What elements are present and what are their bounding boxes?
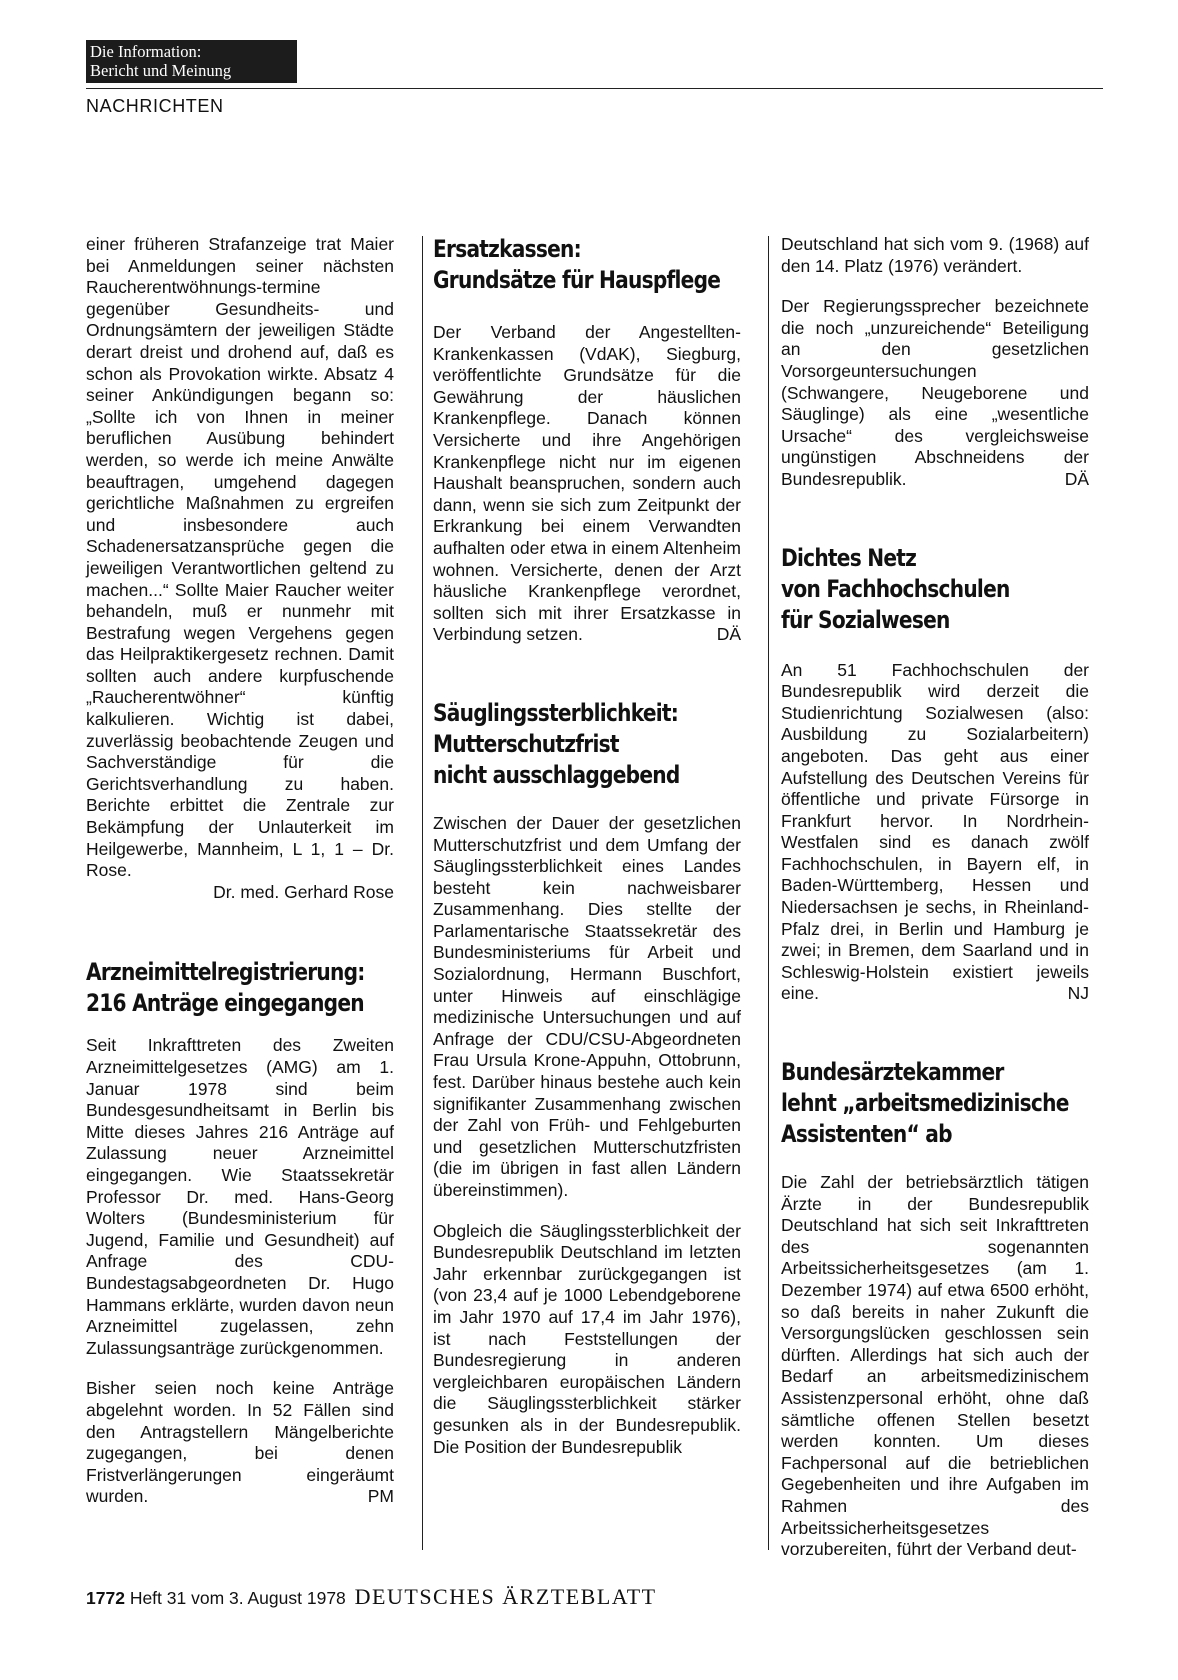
article-text — [433, 322, 741, 646]
article-text: Die Zahl der betriebsärztlich tätigen Ärzte in der Bundesrepublik Deutschland hat sich seit Inkrafttreten des sogenannten Arbeitssicherheitsgesetzes (am 1. Dezember 1974) auf etwa 6500 erhöht, so daß bereits in naher Zukunft die Versorgungslücken geschlossen sein dürften. Allerdings hat sich auch der Bedarf an arbeitsmedizinischem Assistenzpersonal erhöht, ohne daß sämtliche offenen Stellen besetzt werden konnten. Um dieses Fachpersonal auf die betrieblichen Gegebenheiten und ihre Aufgaben im Rahmen des Arbeitssicherheitsgesetzes vorzubereiten, führt der Verband deut- — [781, 1172, 1089, 1560]
article-text — [781, 296, 1089, 490]
author-signature: Dr. med. Gerhard Rose — [213, 881, 394, 902]
article-text: Seit Inkrafttreten des Zweiten Arzneimittelgesetzes (AMG) am 1. Januar 1978 sind beim Bundesgesundheitsamt in Berlin bis Mitte dieses Jahres 216 Anträge auf Zulassung neuer Arzneimittel eingegangen. Wie Staatssekretär Professor Dr. med. Hans-Georg Wolters (Bundesministerium für Jugend, Familie und Gesundheit) auf Anfrage des CDU-Bundestagsabgeordneten Dr. Hugo Hammans erklärte, wurden davon neun Arzneimittel zugelassen, zehn Zulassungsanträge zurückgenommen. — [86, 1035, 394, 1358]
column-1 — [86, 234, 394, 1508]
page-number: 1772 — [86, 1588, 125, 1608]
paragraph-text: Bisher seien noch keine Anträge abgelehnt worden. In 52 Fällen sind den Antragstellern Mängelberichte zugegangen, bei denen Fristverlängerungen eingeräumt wurden. — [86, 1378, 394, 1507]
article-headline — [781, 1057, 1091, 1150]
paragraph-text: An 51 Fachhochschulen der Bundesrepublik wird derzeit die Studienrichtung Sozialwesen (also: Ausbildung zu Sozialarbeitern) angeboten. Das geht aus einer Aufstellung des Deutschen Vereins für öffentliche und private Fürsorge in Frankfurt hervor. In Nordrhein-Westfalen sind es danach zwölf Fachhochschulen, in Bayern elf, in Baden-Württemberg, Hessen und Niedersachsen je sechs, in Rheinland-Pfalz drei, in Berlin und Hamburg je zwei; in Bremen, dem Saarland und in Schleswig-Holstein existiert jeweils eine. — [781, 659, 1089, 1004]
masthead-line-2: Bericht und Meinung — [90, 61, 232, 80]
column-divider-2 — [768, 236, 769, 1550]
article-headline — [433, 234, 743, 296]
masthead-line-1: Die Information: — [90, 42, 202, 61]
headline-line: Ersatzkassen: — [433, 235, 581, 263]
section-label: NACHRICHTEN — [86, 96, 224, 116]
paragraph-text: Der Verband der Angestellten-Krankenkassen (VdAK), Siegburg, veröffentlichte Grundsätze für die Gewährung der häuslichen Krankenpflege. Danach können Versicherte und ihre Angehörigen Krankenpflege nicht nur im eigenen Haushalt beanspruchen, sondern auch dann, wenn sie sich zum Zeitpunkt der Erkrankung bei einem Verwandten aufhalten oder etwa in einem Altenheim wohnen. Versicherte, denen der Arzt häusliche Krankenpflege verordnet, sollten sich mit ihrer Ersatzkasse in Verbindung setzen. — [433, 322, 741, 645]
headline-line: lehnt „arbeitsmedizinische — [781, 1089, 1069, 1118]
article-text: Zwischen der Dauer der gesetzlichen Mutterschutzfrist und dem Umfang der Säuglingssterblichkeit eines Landes besteht kein nachweisbarer Zusammenhang. Dies stellte der Parlamentarische Staatssekretär des Bundesministeriums für Arbeit und Sozialordnung, Hermann Buschfort, unter Hinweis auf einschlägige medizinische Untersuchungen und auf Anfrage der CDU/CSU-Abgeordneten Frau Ursula Krone-Appuhn, Ottobrunn, fest. Darüber hinaus bestehe auch kein signifikanter Zusammenhang zwischen der Zahl von Früh- und Fehlgeburten und gesetzlichen Mutterschutzfristen (die im übrigen in fast allen Ländern übereinstimmen). — [433, 812, 741, 1200]
author-initials: DÄ — [1064, 468, 1089, 489]
header-rule — [86, 88, 1103, 89]
author-initials: DÄ — [716, 624, 741, 645]
column-3 — [781, 234, 1089, 1561]
journal-name: DEUTSCHES ÄRZTEBLATT — [354, 1584, 657, 1609]
headline-line: 216 Anträge eingegangen — [86, 989, 364, 1018]
article-text: Deutschland hat sich vom 9. (1968) auf den 14. Platz (1976) verändert. — [781, 234, 1089, 276]
author-initials: PM — [367, 1486, 394, 1507]
column-2 — [433, 234, 741, 1458]
article-text — [86, 1378, 394, 1508]
masthead — [86, 40, 297, 83]
headline-line: nicht ausschlaggebend — [433, 760, 680, 789]
headline-line: Dichtes Netz — [781, 543, 917, 572]
article-headline — [86, 957, 396, 1019]
article-text: einer früheren Strafanzeige trat Maier bei Anmeldungen seiner nächsten Raucherentwöhnungs-termine gegenüber Gesundheits- und Ordnungsämtern der jeweiligen Städte derart dreist und drohend auf, daß es schon als Provokation wirkte. Absatz 4 seiner Ankündigungen begann so: „Sollte ich von Ihnen in meiner beruflichen Ausübung behindert werden, so werde ich meine Anwälte beauftragen, umgehend dagegen gerichtliche Maßnahmen zu ergreifen und insbesondere auch Schadenersatzansprüche gegen die jeweiligen Verantwortlichen geltend zu machen...“ Sollte Maier Raucher weiter behandeln, muß er nunmehr mit Bestrafung wegen Vergehens gegen das Heilpraktikergesetz rechnen. Damit sollten auch andere kurpfuschende „Raucherentwöhner“ künftig kalkulieren. Wichtig ist dabei, zuverlässig beobachtende Zeugen und Sachverständige für die Gerichtsverhandlung zu haben. Berichte erbittet die Zentrale zur Bekämpfung der Unlauterkeit im Heilgewerbe, Mannheim, L 1, 1 – Dr. Rose. — [86, 234, 394, 881]
page-footer — [86, 1584, 657, 1610]
article-headline — [433, 698, 743, 791]
headline-line: Grundsätze für Hauspflege — [433, 266, 721, 294]
column-divider-1 — [422, 236, 423, 1550]
paragraph-text: Der Regierungssprecher bezeichnete die noch „unzureichende“ Beteiligung an den gesetzlichen Vorsorgeuntersuchungen (Schwangere, Neugeborene und Säuglinge) als eine „wesentliche Ursache“ des vergleichsweise ungünstigen Abschneidens der Bundesrepublik. — [781, 296, 1089, 489]
article-headline — [781, 543, 1091, 636]
issue-info: Heft 31 vom 3. August 1978 — [129, 1588, 346, 1608]
headline-line: Assistenten“ ab — [781, 1120, 952, 1149]
headline-line: Arzneimittelregistrierung: — [86, 958, 365, 987]
article-text: Obgleich die Säuglingssterblichkeit der Bundesrepublik Deutschland im letzten Jahr erkennbar zurückgegangen ist (von 23,4 auf je 1000 Lebendgeborene im Jahr 1970 auf 17,4 im Jahr 1976), ist nach Feststellungen der Bundesregierung in anderen vergleichbaren europäischen Ländern die Säuglingssterblichkeit stärker gesunken als in der Bundesrepublik. Die Position der Bundesrepublik — [433, 1220, 741, 1457]
headline-line: Mutterschutzfrist — [433, 729, 619, 758]
headline-line: Bundesärztekammer — [781, 1058, 1004, 1087]
headline-line: Säuglingssterblichkeit: — [433, 698, 679, 727]
author-initials: NJ — [1067, 983, 1089, 1004]
headline-line: von Fachhochschulen — [781, 574, 1010, 603]
headline-line: für Sozialwesen — [781, 605, 950, 634]
article-text — [781, 660, 1089, 1006]
